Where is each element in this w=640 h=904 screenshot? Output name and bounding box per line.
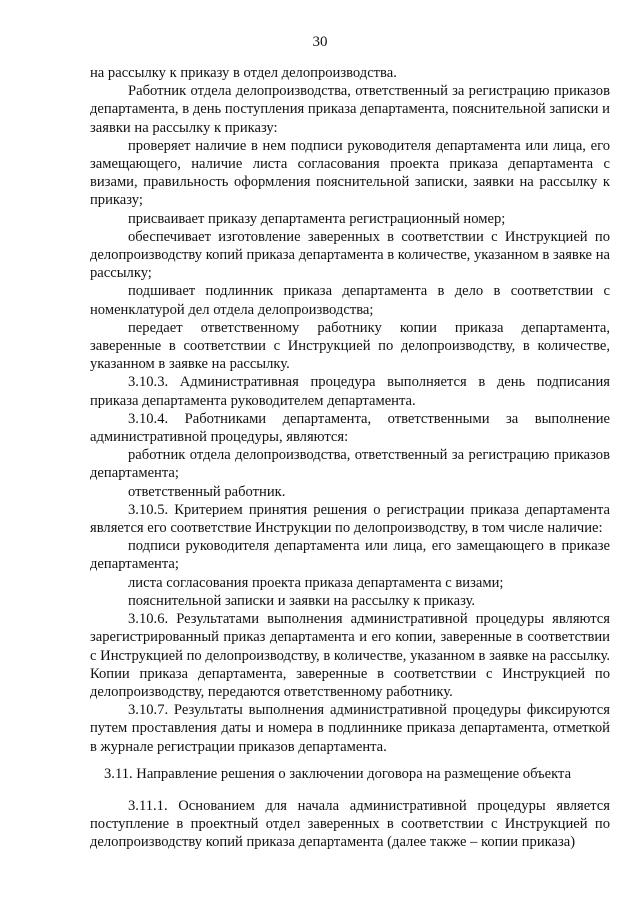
paragraph: 3.10.6. Результатами выполнения административной процедуры являются зарегистрированный приказ департамента и его копии, заверенные в соответствии с Инструкцией по делопроизводству, в количестве, указанном в заявке на рассылку. Копии приказа департамента, заверенные в соответствии с Инструкцией по делопроизводству, передаются ответственному работнику. bbox=[90, 611, 610, 700]
paragraph: 3.10.4. Работниками департамента, ответственными за выполнение административной процедуры, являются: bbox=[90, 410, 610, 446]
paragraph: пояснительной записки и заявки на рассылку к приказу. bbox=[128, 592, 476, 609]
paragraph: ответственный работник. bbox=[128, 483, 286, 500]
paragraph: подписи руководителя департамента или лица, его замещающего в приказе департамента; bbox=[90, 538, 610, 573]
closing-paragraph: 3.11.1. Основанием для начала административной процедуры является поступление в проектный отдел заверенных в соответствии с Инструкцией по делопроизводству копий приказа департамента (далее также – копии приказа) bbox=[90, 797, 610, 851]
paragraph: передает ответственному работнику копии приказа департамента, заверенные в соответствии с Инструкцией по делопроизводству, в количестве, указанном в заявке на рассылку. bbox=[90, 319, 610, 373]
paragraph: работник отдела делопроизводства, ответственный за регистрацию приказов департамента; bbox=[90, 447, 610, 482]
document-body bbox=[90, 64, 610, 852]
paragraph: 3.10.7. Результаты выполнения административной процедуры фиксируются путем проставления даты и номера в подлиннике приказа департамента, отметкой в журнале регистрации приказов департамента. bbox=[90, 702, 610, 755]
paragraph: Работник отдела делопроизводства, ответственный за регистрацию приказов департамента, в день поступления приказа департамента, пояснительной записки и заявки на рассылку к приказу: bbox=[90, 83, 610, 136]
paragraph: на рассылку к приказу в отдел делопроизводства. bbox=[90, 65, 397, 81]
paragraph: подшивает подлинник приказа департамента в дело в соответствии с номенклатурой дел отдела делопроизводства; bbox=[90, 283, 610, 318]
paragraph: листа согласования проекта приказа департамента с визами; bbox=[128, 574, 504, 591]
paragraph: проверяет наличие в нем подписи руководителя департамента или лица, его замещающего, наличие листа согласования проекта приказа департамента с визами, правильность оформления пояснительной записки, заявки на рассылку к приказу; bbox=[90, 137, 610, 209]
paragraph: присваивает приказу департамента регистрационный номер; bbox=[128, 210, 506, 227]
paragraph: 3.10.5. Критерием принятия решения о регистрации приказа департамента является его соответствие Инструкции по делопроизводству, в том числе наличие: bbox=[90, 501, 610, 537]
section-heading: 3.11. Направление решения о заключении договора на размещение объекта bbox=[104, 765, 572, 782]
paragraph: обеспечивает изготовление заверенных в соответствии с Инструкцией по делопроизводству копий приказа департамента в количестве, указанном в заявке на рассылку; bbox=[90, 228, 610, 282]
paragraph: 3.10.3. Административная процедура выполняется в день подписания приказа департамента руководителем департамента. bbox=[90, 374, 610, 409]
page-number: 30 bbox=[312, 34, 328, 50]
